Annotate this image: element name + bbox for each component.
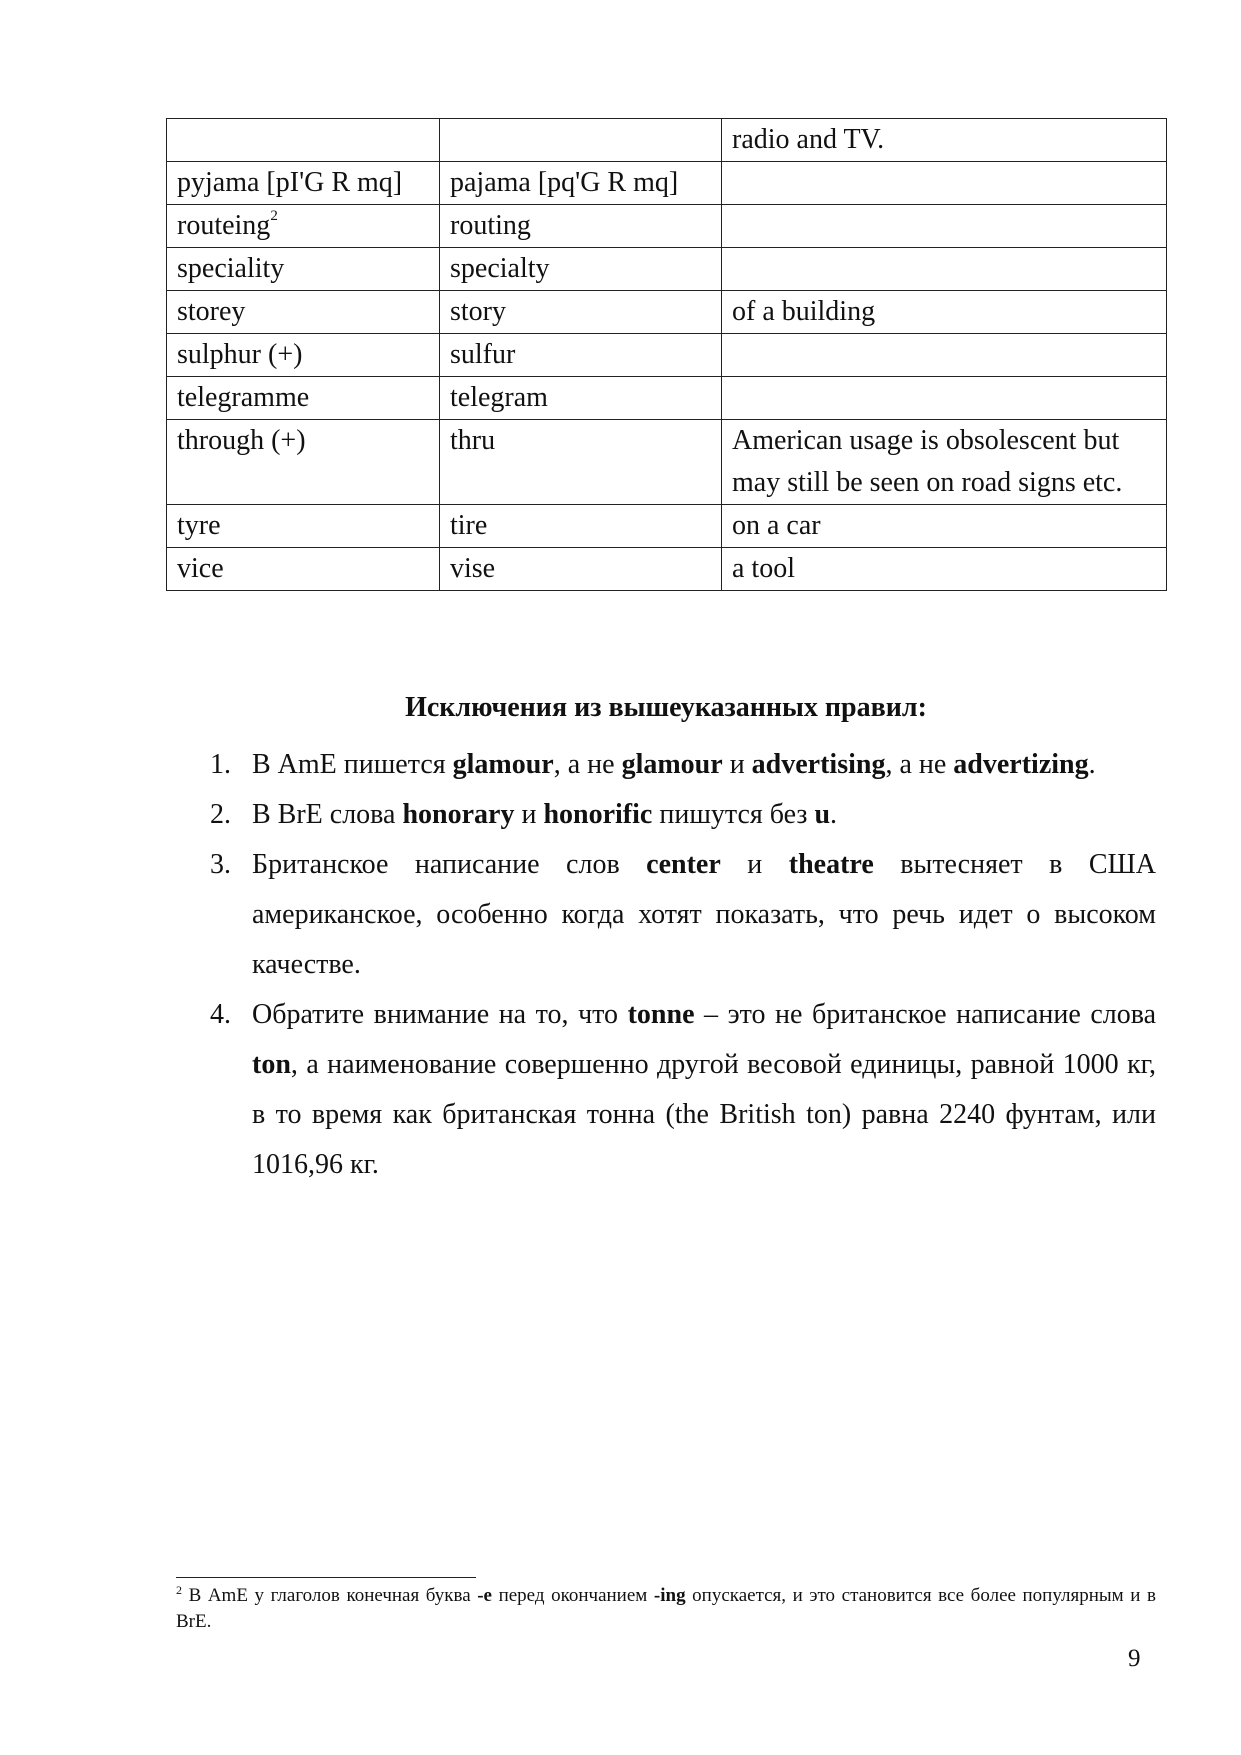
- rule-term: advertising: [751, 749, 886, 780]
- table-row: [167, 505, 1167, 548]
- ame-cell: sulfur: [440, 334, 722, 377]
- footnote-divider: [176, 1577, 476, 1578]
- rule-text: .: [830, 799, 838, 830]
- bre-cell: storey: [167, 291, 440, 334]
- list-item: [210, 990, 1156, 1190]
- ame-cell: thru: [440, 420, 722, 505]
- list-number: 1.: [210, 749, 231, 780]
- ame-cell: story: [440, 291, 722, 334]
- bre-cell: telegramme: [167, 377, 440, 420]
- note-cell: on a car: [722, 505, 1167, 548]
- bre-cell: tyre: [167, 505, 440, 548]
- rule-text: В AmE пишется: [252, 749, 453, 780]
- note-cell: a tool: [722, 548, 1167, 591]
- rule-text: , а не: [553, 749, 622, 780]
- note-cell: radio and TV.: [722, 119, 1167, 162]
- rule-text: , а не: [885, 749, 954, 780]
- rule-term: u: [814, 799, 831, 830]
- rule-text: и: [514, 799, 544, 830]
- exceptions-list: [210, 740, 1156, 1190]
- rule-text: и: [722, 749, 752, 780]
- ame-cell: pajama [pq'G R mq]: [440, 162, 722, 205]
- rule-term: ton: [252, 1049, 291, 1080]
- table-row: [167, 291, 1167, 334]
- note-cell: [722, 377, 1167, 420]
- table-row: [167, 119, 1167, 162]
- footnote: [176, 1583, 1156, 1635]
- footnote-text: опускается, и это становится все более популярным и в BrE.: [176, 1585, 1156, 1632]
- bre-cell: speciality: [167, 248, 440, 291]
- page-number: 9: [1128, 1645, 1141, 1672]
- rule-text: – это не британское написание слова: [694, 999, 1156, 1030]
- bre-word: routeing: [177, 210, 271, 241]
- rule-text: пишутся без: [652, 799, 815, 830]
- rule-term: advertizing: [953, 749, 1089, 780]
- list-number: 3.: [210, 849, 231, 880]
- list-item: [210, 740, 1156, 790]
- rule-text: Британское написание слов: [252, 849, 647, 880]
- table-row: [167, 248, 1167, 291]
- table-row: [167, 377, 1167, 420]
- bre-cell: [167, 205, 440, 248]
- rule-term: tonne: [627, 999, 695, 1030]
- bre-cell: [167, 119, 440, 162]
- rule-term: honorific: [543, 799, 653, 830]
- ame-cell: routing: [440, 205, 722, 248]
- rule-text: В BrE слова: [252, 799, 403, 830]
- rule-term: center: [646, 849, 721, 880]
- rule-text: , а наименование совершенно другой весовой единицы, равной 1000 кг, в то время как британская тонна (the British ton) равна 2240 фунтам, или 1016,96 кг.: [252, 1049, 1156, 1180]
- footnote-text: перед окончанием: [491, 1585, 654, 1606]
- bre-cell: sulphur (+): [167, 334, 440, 377]
- list-item: [210, 840, 1156, 990]
- note-cell: [722, 248, 1167, 291]
- ame-cell: vise: [440, 548, 722, 591]
- table-row: [167, 548, 1167, 591]
- rule-term: glamour: [621, 749, 723, 780]
- list-number: 4.: [210, 999, 231, 1030]
- list-item: [210, 790, 1156, 840]
- footnote-mark: 2: [176, 1583, 182, 1597]
- rule-text: вытесняет в США американское, особенно когда хотят показать, что речь идет о высоком качестве.: [252, 849, 1156, 980]
- table-row: [167, 162, 1167, 205]
- ame-cell: tire: [440, 505, 722, 548]
- note-cell: of a building: [722, 291, 1167, 334]
- rule-term: glamour: [452, 749, 554, 780]
- rule-term: honorary: [402, 799, 515, 830]
- ame-cell: specialty: [440, 248, 722, 291]
- note-cell: American usage is obsolescent but may still be seen on road signs etc.: [722, 420, 1167, 505]
- rule-text: и: [720, 849, 789, 880]
- section-heading: Исключения из вышеуказанных правил:: [405, 692, 927, 723]
- bre-cell: vice: [167, 548, 440, 591]
- rule-text: .: [1088, 749, 1096, 780]
- table-row: [167, 420, 1167, 505]
- footnote-term: -ing: [653, 1585, 686, 1606]
- rule-text: Обратите внимание на то, что: [252, 999, 628, 1030]
- footnote-ref[interactable]: 2: [270, 208, 278, 224]
- table-row: [167, 205, 1167, 248]
- bre-cell: through (+): [167, 420, 440, 505]
- list-number: 2.: [210, 799, 231, 830]
- footnote-text: В AmE у глаголов конечная буква: [182, 1585, 478, 1606]
- note-cell: [722, 162, 1167, 205]
- note-cell: [722, 334, 1167, 377]
- spelling-table: [166, 118, 1167, 591]
- footnote-term: -e: [477, 1585, 492, 1606]
- note-cell: [722, 205, 1167, 248]
- bre-cell: pyjama [pI'G R mq]: [167, 162, 440, 205]
- ame-cell: [440, 119, 722, 162]
- ame-cell: telegram: [440, 377, 722, 420]
- table-row: [167, 334, 1167, 377]
- rule-term: theatre: [788, 849, 874, 880]
